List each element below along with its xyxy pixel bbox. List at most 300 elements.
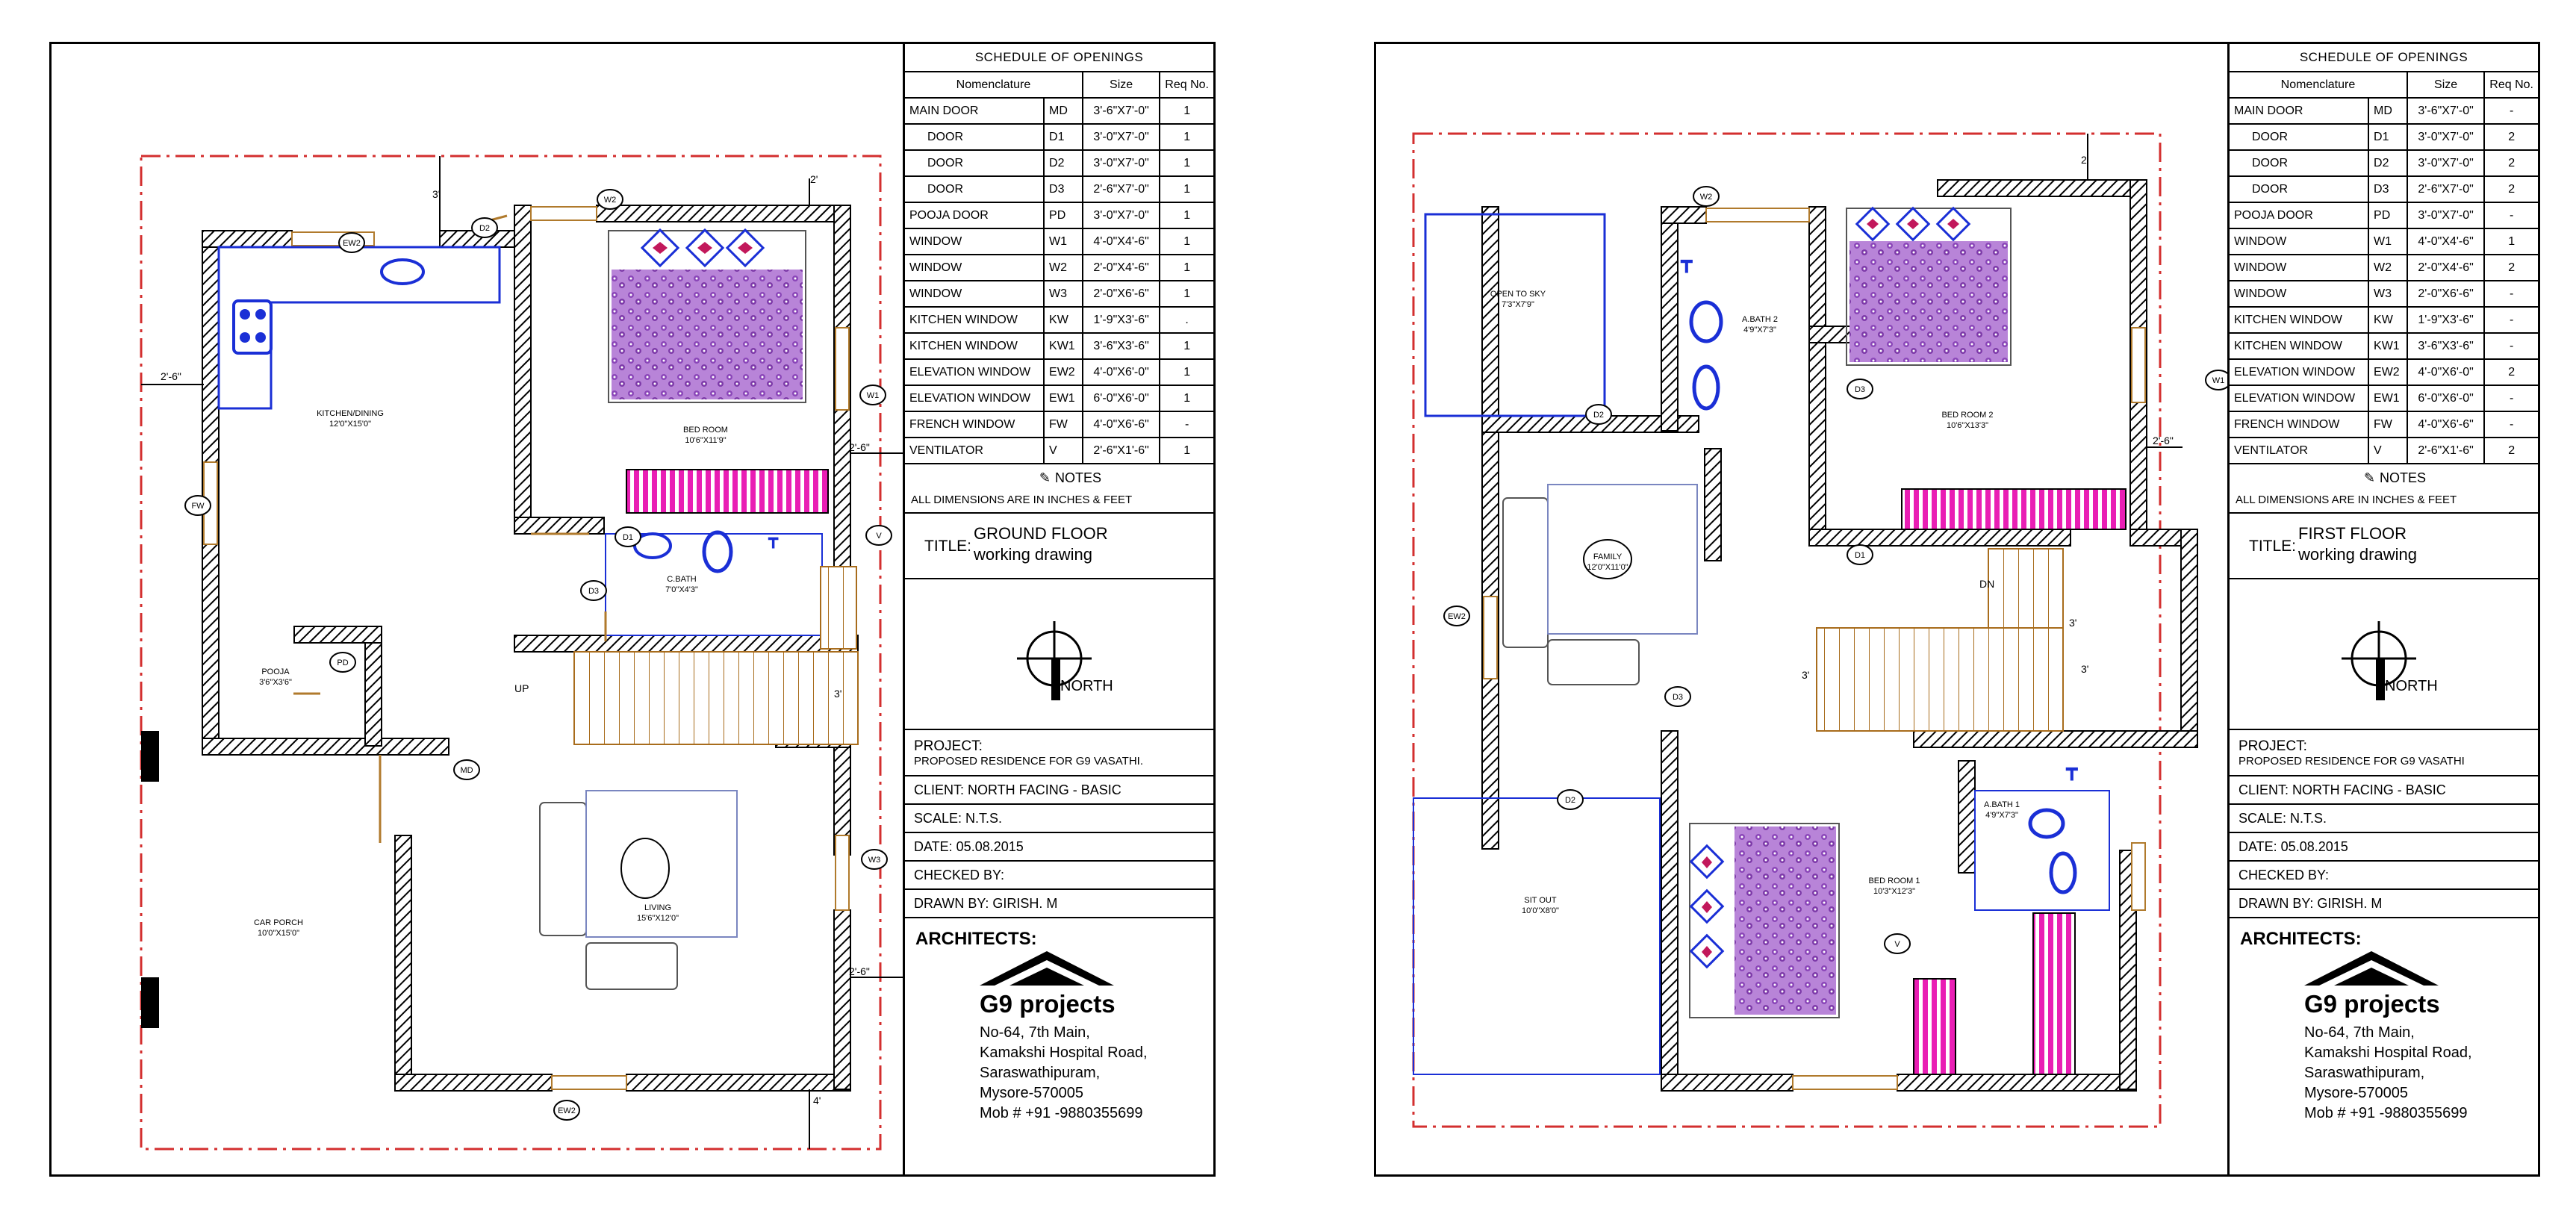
schedule-cell: V (1044, 438, 1083, 464)
toilet-icon (704, 532, 731, 571)
schedule-row (2230, 150, 2538, 176)
title-block (903, 44, 1213, 1174)
schedule-cell: KITCHEN WINDOW (905, 307, 1044, 333)
schedule-cell: 1 (1160, 438, 1213, 464)
schedule-header: Nomenclature (905, 72, 1083, 98)
opening-tag (866, 526, 892, 545)
schedule-cell: D3 (2368, 176, 2407, 202)
room-bedroom1: BED ROOM 1 (1868, 877, 1920, 885)
scale-row: SCALE: N.T.S. (2230, 805, 2538, 833)
wardrobe (1914, 979, 1956, 1074)
opening-tag (1558, 790, 1583, 809)
dim-left: 2'-6" (161, 370, 181, 382)
title-label: TITLE: (924, 538, 972, 555)
schedule-row (2230, 385, 2538, 411)
room-abath2-dim: 4'9"X7'3" (1743, 326, 1776, 334)
dim-bottom: 4' (813, 1095, 821, 1106)
schedule-cell: 1 (1160, 281, 1213, 307)
schedule-cell: WINDOW (2230, 228, 2368, 255)
drawn-row: DRAWN BY: GIRISH. M (2230, 890, 2538, 918)
room-sitout-dim: 10'0"X8'0" (1522, 906, 1559, 915)
schedule-cell: POOJA DOOR (905, 202, 1044, 228)
schedule-row (905, 150, 1213, 176)
schedule-cell: VENTILATOR (2230, 438, 2368, 464)
schedule-row (2230, 333, 2538, 359)
schedule-cell: 1 (1160, 333, 1213, 359)
project-text: PROPOSED RESIDENCE FOR G9 VASATHI (2239, 754, 2465, 768)
schedule-header-row (905, 72, 1213, 98)
scale-row: SCALE: N.T.S. (905, 805, 1213, 833)
schedule-cell: 4'-0"X6'-6" (1083, 411, 1160, 438)
schedule-cell: MAIN DOOR (2230, 98, 2368, 124)
schedule-cell: - (2484, 98, 2538, 124)
schedule-cell: WINDOW (2230, 255, 2368, 281)
notes-label: NOTES (2379, 470, 2426, 485)
room-car-porch-dim: 10'0"X15'0" (257, 929, 300, 938)
schedule-cell: 4'-0"X6'-0" (2407, 359, 2484, 385)
schedule-cell: - (2484, 202, 2538, 228)
opening-tag (615, 527, 641, 547)
opening-tag (1847, 545, 1873, 564)
opening-tag (472, 218, 497, 237)
schedule-cell: WINDOW (905, 228, 1044, 255)
svg-text:PD: PD (337, 659, 349, 667)
schedule-cell: 2 (2484, 438, 2538, 464)
svg-text:┳: ┳ (2066, 758, 2078, 780)
dim-stair-3: 3' (2081, 663, 2089, 675)
schedule-cell: WINDOW (905, 281, 1044, 307)
schedule-cell: WINDOW (2230, 281, 2368, 307)
project-label: PROJECT: (914, 738, 983, 754)
address-line: Kamakshi Hospital Road, (980, 1045, 1148, 1061)
g9-roof-logo-icon (980, 948, 1129, 993)
notes-label: NOTES (1054, 470, 1101, 485)
room-labels (1490, 290, 2020, 915)
schedule-cell: W1 (2368, 228, 2407, 255)
schedule-cell: - (2484, 385, 2538, 411)
schedule-cell: MD (1044, 98, 1083, 124)
room-family-dim: 12'0"X11'0" (1587, 563, 1628, 572)
title-label: TITLE: (2249, 538, 2297, 555)
svg-text:W1: W1 (2212, 376, 2225, 385)
room-open-sky: OPEN TO SKY (1490, 290, 1546, 299)
checked-row: CHECKED BY: (905, 862, 1213, 890)
schedule-cell: D2 (2368, 150, 2407, 176)
schedule-cell: 2 (2484, 255, 2538, 281)
schedule-cell: 6'-0"X6'-0" (2407, 385, 2484, 411)
opening-tag (1693, 187, 1719, 206)
ground-floor-sheet (49, 42, 1216, 1177)
address-line: Mob # +91 -9880355699 (2304, 1105, 2468, 1121)
schedule-cell: DOOR (2230, 150, 2368, 176)
schedule-row (905, 98, 1213, 124)
svg-text:┳: ┳ (1681, 250, 1693, 273)
first-floor-sheet (1374, 42, 2540, 1177)
schedule-cell: MAIN DOOR (905, 98, 1044, 124)
opening-tag (454, 760, 479, 779)
schedule-cell: . (1160, 307, 1213, 333)
date-row: DATE: 05.08.2015 (905, 833, 1213, 862)
notes-box (905, 464, 1213, 514)
schedule-cell: 1 (2484, 228, 2538, 255)
opening-tag (1665, 687, 1690, 706)
schedule-cell: 1 (1160, 124, 1213, 150)
north-arrow-icon (905, 579, 1216, 729)
room-bedroom-dim: 10'6"X11'9" (685, 436, 727, 445)
toilet-icon (1691, 302, 1721, 341)
schedule-cell: W2 (2368, 255, 2407, 281)
schedule-cell: FW (2368, 411, 2407, 438)
title-line-1: GROUND FLOOR (974, 524, 1108, 543)
project-text: PROPOSED RESIDENCE FOR G9 VASATHI. (914, 754, 1144, 768)
firm-address (2304, 1023, 2472, 1124)
schedule-table (905, 72, 1213, 464)
schedule-cell: KITCHEN WINDOW (2230, 307, 2368, 333)
architects-label: ARCHITECTS: (2240, 929, 2362, 949)
schedule-cell: DOOR (2230, 124, 2368, 150)
schedule-cell: 3'-0"X7'-0" (1083, 124, 1160, 150)
opening-tag (1885, 934, 1910, 953)
sit-out (1413, 798, 1660, 1074)
address-line: No-64, 7th Main, (980, 1024, 1090, 1041)
c-bath (606, 534, 822, 635)
schedule-cell: DOOR (905, 150, 1044, 176)
room-cbath: C.BATH (667, 575, 697, 584)
room-sitout: SIT OUT (1524, 896, 1557, 905)
coffee-table-icon (621, 838, 669, 898)
sofa-icon (1503, 498, 1548, 647)
svg-text:W3: W3 (868, 856, 881, 865)
schedule-cell: EW2 (1044, 359, 1083, 385)
column-left-top (141, 731, 159, 782)
schedule-row (905, 124, 1213, 150)
schedule-table (2230, 72, 2538, 464)
room-family: FAMILY (1593, 552, 1623, 561)
schedule-cell: 1 (1160, 255, 1213, 281)
schedule-cell: - (2484, 333, 2538, 359)
svg-text:EW2: EW2 (558, 1106, 576, 1115)
schedule-cell: KITCHEN WINDOW (2230, 333, 2368, 359)
schedule-cell: FRENCH WINDOW (905, 411, 1044, 438)
opening-tag (185, 496, 211, 515)
address-line: Mysore-570005 (980, 1085, 1083, 1101)
schedule-cell: 2'-6"X1'-6" (1083, 438, 1160, 464)
svg-text:W2: W2 (1699, 193, 1713, 202)
schedule-cell: 2 (2484, 176, 2538, 202)
schedule-cell: - (1160, 411, 1213, 438)
schedule-cell: D2 (1044, 150, 1083, 176)
schedule-cell: 2 (2484, 150, 2538, 176)
project-row (2230, 730, 2538, 776)
schedule-cell: MD (2368, 98, 2407, 124)
room-kitchen-dining-dim: 12'0"X15'0" (329, 420, 372, 429)
schedule-header: Size (1083, 72, 1160, 98)
schedule-cell: POOJA DOOR (2230, 202, 2368, 228)
schedule-cell: 2 (2484, 124, 2538, 150)
schedule-cell: EW1 (1044, 385, 1083, 411)
schedule-cell: ELEVATION WINDOW (905, 359, 1044, 385)
schedule-row (905, 411, 1213, 438)
schedule-cell: ELEVATION WINDOW (2230, 359, 2368, 385)
dim-right-2: 2'-6" (849, 965, 870, 977)
schedule-cell: ELEVATION WINDOW (905, 385, 1044, 411)
dim-right-1: 2'-6" (849, 441, 870, 453)
notes-box (2230, 464, 2538, 514)
address-line: Saraswathipuram, (980, 1065, 1101, 1081)
schedule-cell: KW1 (1044, 333, 1083, 359)
schedule-cell: 1 (1160, 150, 1213, 176)
room-bedroom1-dim: 10'3"X12'3" (1873, 887, 1916, 896)
schedule-row (2230, 281, 2538, 307)
sofa-2-icon (1548, 640, 1639, 685)
schedule-cell: 3'-0"X7'-0" (1083, 150, 1160, 176)
svg-text:W2: W2 (603, 196, 617, 205)
drawn-row: DRAWN BY: GIRISH. M (905, 890, 1213, 918)
address-line: Mysore-570005 (2304, 1085, 2408, 1101)
schedule-cell: W3 (1044, 281, 1083, 307)
opening-tag (860, 385, 886, 405)
schedule-cell: 1 (1160, 202, 1213, 228)
column-left-bottom (141, 977, 159, 1028)
schedule-row (2230, 255, 2538, 281)
opening-tag (1444, 606, 1469, 626)
schedule-cell: 2'-6"X7'-0" (1083, 176, 1160, 202)
architects-label: ARCHITECTS: (915, 929, 1037, 949)
first-floor-plan (1376, 44, 2227, 1174)
svg-text:D2: D2 (1564, 796, 1576, 805)
title-box (2230, 514, 2538, 579)
schedule-header: Req No. (2484, 72, 2538, 98)
dim-top: 2' (2081, 154, 2089, 166)
svg-text:MD: MD (460, 766, 473, 775)
svg-text:D1: D1 (622, 533, 634, 542)
ground-floor-plan (52, 44, 903, 1174)
schedule-cell: 2'-6"X7'-0" (2407, 176, 2484, 202)
schedule-cell: DOOR (905, 124, 1044, 150)
title-block (2227, 44, 2538, 1174)
schedule-row (905, 255, 1213, 281)
schedule-cell: D1 (1044, 124, 1083, 150)
address-line: Kamakshi Hospital Road, (2304, 1045, 2472, 1061)
schedule-header: Nomenclature (2230, 72, 2407, 98)
room-abath1: A.BATH 1 (1983, 800, 2020, 809)
svg-text:V: V (1894, 940, 1900, 949)
rug (1548, 485, 1697, 634)
dim-right: 2'-6" (2153, 435, 2174, 446)
date-row: DATE: 05.08.2015 (2230, 833, 2538, 862)
schedule-cell: 3'-0"X7'-0" (2407, 124, 2484, 150)
schedule-title: SCHEDULE OF OPENINGS (2230, 44, 2538, 72)
svg-text:FW: FW (191, 502, 205, 511)
firm-name: G9 projects (980, 990, 1116, 1018)
up-label: UP (514, 682, 529, 694)
address-line: Saraswathipuram, (2304, 1065, 2425, 1081)
svg-text:┳: ┳ (768, 529, 779, 548)
opening-tag (1586, 405, 1611, 424)
title-line-1: FIRST FLOOR (2298, 524, 2407, 543)
staircase (574, 652, 858, 744)
room-living-dim: 15'6"X12'0" (636, 914, 679, 923)
room-pooja-dim: 3'6"X3'6" (259, 678, 292, 687)
open-to-sky (1425, 214, 1605, 416)
svg-text:W1: W1 (866, 391, 880, 400)
schedule-row (905, 438, 1213, 464)
client-row: CLIENT: NORTH FACING - BASIC (905, 776, 1213, 805)
toilet-icon (2030, 810, 2063, 837)
schedule-title: SCHEDULE OF OPENINGS (905, 44, 1213, 72)
schedule-row (2230, 359, 2538, 385)
schedule-cell: 1 (1160, 385, 1213, 411)
project-label: PROJECT: (2239, 738, 2307, 754)
opening-tag (581, 581, 606, 600)
schedule-header-row (2230, 72, 2538, 98)
address-line: Mob # +91 -9880355699 (980, 1105, 1143, 1121)
schedule-cell: - (2484, 411, 2538, 438)
opening-tag (339, 233, 364, 252)
schedule-cell: 1'-9"X3'-6" (2407, 307, 2484, 333)
dn-label: DN (1979, 578, 1995, 590)
schedule-cell: KW (2368, 307, 2407, 333)
schedule-row (2230, 202, 2538, 228)
schedule-cell: 1 (1160, 176, 1213, 202)
wardrobe (1902, 489, 2126, 529)
schedule-cell: D3 (1044, 176, 1083, 202)
schedule-header: Size (2407, 72, 2484, 98)
schedule-row (905, 359, 1213, 385)
wash-basin-icon (1694, 367, 1718, 408)
firm-name: G9 projects (2304, 990, 2440, 1018)
opening-tag (862, 850, 887, 869)
schedule-cell: 3'-6"X7'-0" (1083, 98, 1160, 124)
title-line-2: working drawing (2298, 545, 2417, 564)
schedule-cell: DOOR (2230, 176, 2368, 202)
schedule-cell: FRENCH WINDOW (2230, 411, 2368, 438)
room-bedroom2-dim: 10'6"X13'3" (1946, 421, 1989, 430)
schedule-cell: 3'-6"X3'-6" (2407, 333, 2484, 359)
svg-text:D3: D3 (1672, 693, 1684, 702)
schedule-cell: EW2 (2368, 359, 2407, 385)
room-cbath-dim: 7'0"X4'3" (665, 585, 698, 594)
schedule-cell: 3'-6"X7'-0" (2407, 98, 2484, 124)
wash-basin-icon (2051, 853, 2075, 892)
schedule-row (905, 333, 1213, 359)
svg-text:D1: D1 (1854, 551, 1866, 560)
svg-text:EW2: EW2 (1448, 612, 1466, 621)
title-box (905, 514, 1213, 579)
svg-text:D3: D3 (1854, 385, 1866, 394)
schedule-cell: 4'-0"X6'-0" (1083, 359, 1160, 385)
schedule-row (905, 307, 1213, 333)
schedule-cell: FW (1044, 411, 1083, 438)
schedule-cell: DOOR (905, 176, 1044, 202)
room-living: LIVING (644, 903, 672, 912)
schedule-cell: 4'-0"X4'-6" (1083, 228, 1160, 255)
schedule-cell: 4'-0"X4'-6" (2407, 228, 2484, 255)
schedule-cell: 6'-0"X6'-0" (1083, 385, 1160, 411)
schedule-row (2230, 411, 2538, 438)
north-box (905, 579, 1213, 730)
schedule-cell: ELEVATION WINDOW (2230, 385, 2368, 411)
opening-tag (330, 653, 355, 672)
schedule-cell: PD (1044, 202, 1083, 228)
sink-icon (382, 260, 423, 284)
schedule-cell: 2'-0"X4'-6" (1083, 255, 1160, 281)
svg-text:V: V (876, 532, 882, 541)
schedule-cell: V (2368, 438, 2407, 464)
notes-text: ALL DIMENSIONS ARE IN INCHES & FEET (2236, 494, 2457, 506)
schedule-cell: 1'-9"X3'-6" (1083, 307, 1160, 333)
checked-row: CHECKED BY: (2230, 862, 2538, 890)
dim-stair-1: 3' (2069, 617, 2077, 629)
svg-text:D3: D3 (588, 587, 600, 596)
schedule-row (2230, 176, 2538, 202)
schedule-cell: 3'-0"X7'-0" (1083, 202, 1160, 228)
staircase (1817, 628, 2063, 731)
room-bedroom2: BED ROOM 2 (1941, 411, 1994, 420)
wardrobe (2033, 913, 2075, 1074)
schedule-cell: W2 (1044, 255, 1083, 281)
schedule-cell: 1 (1160, 359, 1213, 385)
schedule-row (905, 202, 1213, 228)
notes-text: ALL DIMENSIONS ARE IN INCHES & FEET (911, 494, 1133, 506)
schedule-cell: D1 (2368, 124, 2407, 150)
opening-tag (554, 1101, 579, 1120)
schedule-row (2230, 307, 2538, 333)
schedule-row (905, 281, 1213, 307)
north-box (2230, 579, 2538, 730)
schedule-cell: - (2484, 307, 2538, 333)
kitchen-counter (219, 247, 500, 408)
address-line: No-64, 7th Main, (2304, 1024, 2415, 1041)
opening-tag (1847, 379, 1873, 399)
schedule-cell: VENTILATOR (905, 438, 1044, 464)
schedule-cell: 1 (1160, 98, 1213, 124)
firm-address (980, 1023, 1148, 1124)
schedule-cell: 2'-0"X6'-6" (2407, 281, 2484, 307)
svg-text:D2: D2 (479, 224, 491, 233)
opening-tag (2206, 370, 2227, 390)
schedule-cell: W1 (1044, 228, 1083, 255)
hob-icon (234, 301, 271, 353)
schedule-cell: KW1 (2368, 333, 2407, 359)
north-label: NORTH (2385, 678, 2438, 694)
schedule-cell: 3'-0"X7'-0" (2407, 202, 2484, 228)
room-bedroom: BED ROOM (683, 426, 728, 435)
room-abath2: A.BATH 2 (1741, 315, 1779, 324)
schedule-cell: 1 (1160, 228, 1213, 255)
opening-tag (597, 190, 623, 209)
schedule-cell: KW (1044, 307, 1083, 333)
north-label: NORTH (1060, 678, 1113, 694)
dim-stair-2: 3' (1802, 669, 1810, 681)
dim-top-right: 2' (810, 173, 818, 185)
schedule-cell: - (2484, 281, 2538, 307)
sofa-icon (540, 803, 586, 936)
svg-text:D2: D2 (1593, 411, 1605, 420)
schedule-cell: 2'-6"X1'-6" (2407, 438, 2484, 464)
schedule-cell: 2 (2484, 359, 2538, 385)
svg-text:EW2: EW2 (343, 239, 361, 248)
room-open-sky-dim: 7'3"X7'9" (1502, 300, 1534, 309)
room-car-porch: CAR PORCH (253, 918, 304, 927)
dim-top: 3' (432, 188, 441, 200)
schedule-cell: 4'-0"X6'-6" (2407, 411, 2484, 438)
schedule-cell: 2'-0"X4'-6" (2407, 255, 2484, 281)
schedule-cell: EW1 (2368, 385, 2407, 411)
schedule-cell: KITCHEN WINDOW (905, 333, 1044, 359)
north-arrow-icon (2230, 579, 2540, 729)
room-kitchen-dining: KITCHEN/DINING (317, 409, 384, 418)
